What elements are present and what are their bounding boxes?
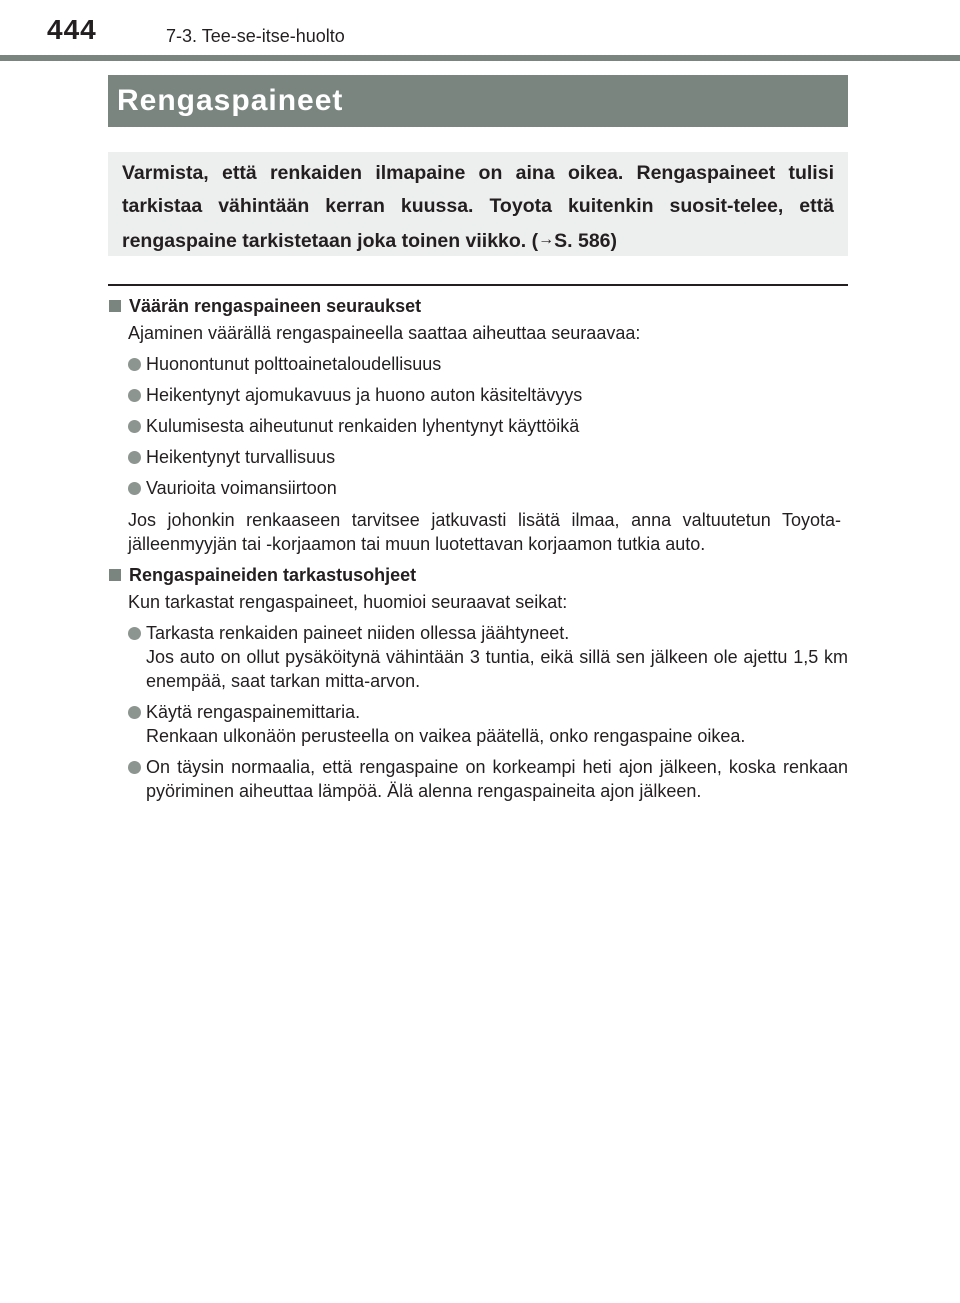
circle-bullet-icon — [128, 482, 141, 495]
section-intro: Ajaminen väärällä rengaspaineella saattaa aiheuttaa seuraavaa: — [128, 323, 641, 343]
list-item-main: Käytä rengaspainemittaria. — [146, 702, 361, 722]
circle-bullet-icon — [128, 451, 141, 464]
circle-bullet-icon — [128, 627, 141, 640]
section-intro: Kun tarkastat rengaspaineet, huomioi seuraavat seikat: — [128, 592, 568, 612]
list-item-text — [146, 621, 848, 693]
circle-bullet-icon — [128, 706, 141, 719]
intro-body: Varmista, että renkaiden ilmapaine on aina oikea. Rengaspaineet tulisi tarkistaa vähintään kerran kuussa. Toyota kuitenkin suosit-telee, että rengaspaine tarkistetaan joka toinen viikko. ( — [122, 162, 834, 252]
list-item-text: Heikentynyt turvallisuus — [146, 447, 336, 467]
intro-box — [108, 152, 848, 256]
section-heading-text: Väärän rengaspaineen seuraukset — [129, 296, 422, 316]
list-item-main: Tarkasta renkaiden paineet niiden ollessa jäähtyneet. — [146, 623, 570, 643]
breadcrumb: 7-3. Tee-se-itse-huolto — [166, 26, 345, 46]
section-divider — [108, 284, 848, 286]
bullet-list — [108, 352, 848, 500]
list-item — [108, 383, 848, 407]
header-rule — [0, 55, 960, 61]
list-item — [108, 445, 848, 469]
list-item-detail: Renkaan ulkonäön perusteella on vaikea päätellä, onko rengaspaine oikea. — [146, 726, 746, 746]
list-item-text: Huonontunut polttoainetaloudellisuus — [146, 354, 442, 374]
list-item-detail: Jos auto on ollut pysäköitynä vähintään 3 tuntia, eikä sillä sen jälkeen ole ajettu 1,5 km enempää, saat tarkan mitta-arvon. — [146, 647, 848, 691]
circle-bullet-icon — [128, 761, 141, 774]
square-bullet-icon — [109, 569, 121, 581]
list-item — [108, 414, 848, 438]
circle-bullet-icon — [128, 420, 141, 433]
section-heading-text: Rengaspaineiden tarkastusohjeet — [129, 565, 417, 585]
page-number: 444 — [47, 14, 97, 45]
list-item-text: Heikentynyt ajomukavuus ja huono auton käsiteltävyys — [146, 385, 583, 405]
list-item — [108, 755, 848, 803]
section-heading — [108, 563, 848, 587]
title-bar — [108, 75, 848, 127]
content — [108, 294, 848, 803]
section-note: Jos johonkin renkaaseen tarvitsee jatkuvasti lisätä ilmaa, anna valtuutetun Toyota-jälleenmyyjän tai -korjaamon tai muun luotettavan korjaamon tutkia auto. — [128, 510, 841, 554]
list-item — [108, 700, 848, 748]
page-title: Rengaspaineet — [117, 84, 344, 117]
circle-bullet-icon — [128, 389, 141, 402]
section-consequences — [108, 294, 848, 556]
list-item — [108, 476, 848, 500]
list-item-text: Vaurioita voimansiirtoon — [146, 478, 337, 498]
list-item-text: On täysin normaalia, että rengaspaine on korkeampi heti ajon jälkeen, koska renkaan pyöriminen aiheuttaa lämpöä. Älä alenna rengaspaineita ajon jälkeen. — [146, 757, 848, 801]
page-reference[interactable]: S. 586) — [554, 230, 618, 252]
list-item — [108, 352, 848, 376]
intro-text — [122, 157, 834, 258]
list-item-text: Kulumisesta aiheutunut renkaiden lyhentynyt käyttöikä — [146, 416, 580, 436]
circle-bullet-icon — [128, 358, 141, 371]
list-item-text — [146, 700, 848, 748]
square-bullet-icon — [109, 300, 121, 312]
list-item — [108, 621, 848, 693]
arrow-right-icon: → — [538, 231, 555, 248]
bullet-list — [108, 621, 848, 803]
section-check-instructions — [108, 563, 848, 803]
section-heading — [108, 294, 848, 318]
